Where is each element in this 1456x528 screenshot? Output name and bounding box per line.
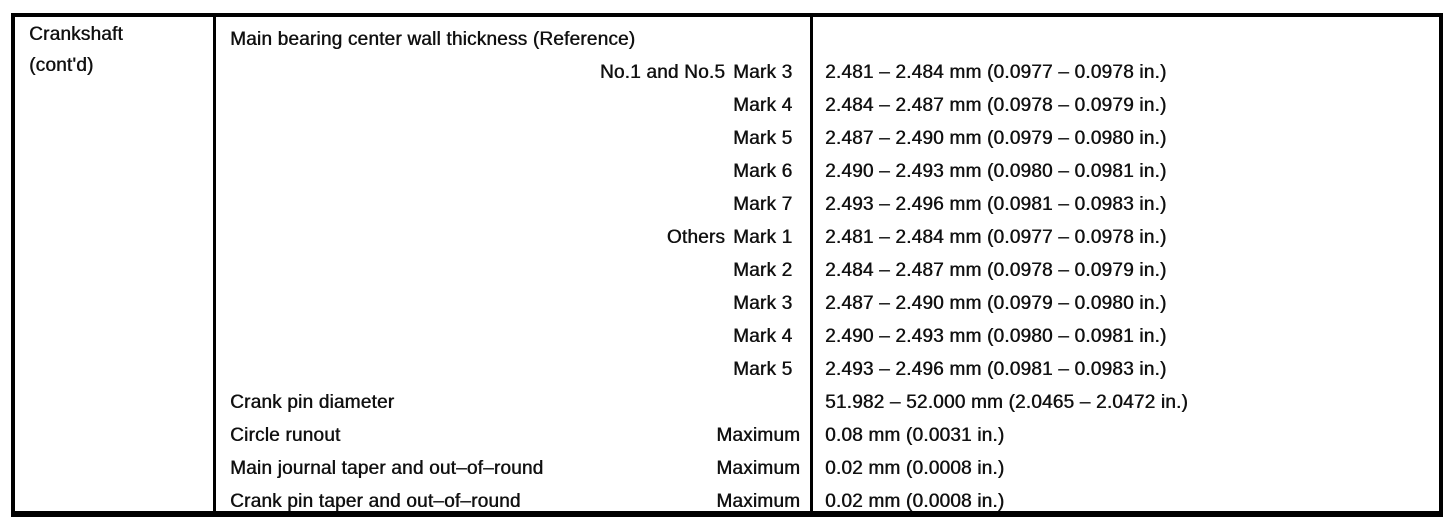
spec-value: 2.487 – 2.490 mm (0.0979 – 0.0980 in.) [825,293,1167,314]
spec-mark: Mark 4 [733,94,793,116]
spec-row [216,254,810,287]
spec-qualifier: Maximum [716,490,800,511]
spec-value: 0.08 mm (0.0031 in.) [825,425,1005,446]
spec-mark: Mark 7 [733,193,793,215]
spec-row [216,188,810,221]
spec-qualifier: Maximum [716,457,800,479]
spec-row [216,320,810,353]
spec-row [216,122,810,155]
spec-mark: Mark 2 [733,259,793,281]
spec-label: Crank pin diameter [230,391,395,413]
spec-qualifier: Maximum [716,424,800,446]
spec-label: Main journal taper and out–of–round [230,457,544,479]
spec-row [216,287,810,320]
spec-mark: Mark 5 [733,358,793,380]
spec-value: 2.487 – 2.490 mm (0.0979 – 0.0980 in.) [825,128,1167,149]
spec-value: 0.02 mm (0.0008 in.) [825,458,1005,479]
spec-value: 2.490 – 2.493 mm (0.0980 – 0.0981 in.) [825,161,1167,182]
spec-value: 2.481 – 2.484 mm (0.0977 – 0.0978 in.) [825,227,1167,248]
spec-value: 2.484 – 2.487 mm (0.0978 – 0.0979 in.) [825,95,1167,116]
spec-row [216,386,810,419]
spec-mark: Mark 4 [733,325,793,347]
spec-value [813,23,1439,56]
section-title-line1: Crankshaft [29,24,123,45]
section-title-line2: (cont'd) [29,55,94,76]
values-column [813,17,1439,511]
spec-mark: Mark 6 [733,160,793,182]
spec-row [216,221,810,254]
spec-row [216,419,810,452]
spec-value: 2.484 – 2.487 mm (0.0978 – 0.0979 in.) [825,260,1167,281]
spec-label: Circle runout [230,424,341,446]
items-column [216,17,813,511]
crankshaft-spec-table [11,13,1443,517]
spec-mark: Mark 3 [733,292,793,314]
spec-row [216,23,810,56]
spec-label: Main bearing center wall thickness (Reference) [230,28,636,50]
spec-group-prefix: Others [666,226,725,248]
spec-value: 2.493 – 2.496 mm (0.0981 – 0.0983 in.) [825,194,1167,215]
section-cell [15,17,216,511]
spec-value: 2.493 – 2.496 mm (0.0981 – 0.0983 in.) [825,359,1167,380]
spec-value: 2.481 – 2.484 mm (0.0977 – 0.0978 in.) [825,62,1167,83]
spec-mark: Mark 5 [733,127,793,149]
spec-mark: Mark 3 [733,61,793,83]
spec-mark: Mark 1 [733,226,793,248]
spec-label: Crank pin taper and out–of–round [230,490,521,511]
spec-value: 51.982 – 52.000 mm (2.0465 – 2.0472 in.) [825,392,1188,413]
spec-row [216,89,810,122]
spec-value: 0.02 mm (0.0008 in.) [825,491,1005,511]
spec-row [216,452,810,485]
spec-row [216,155,810,188]
spec-value: 2.490 – 2.493 mm (0.0980 – 0.0981 in.) [825,326,1167,347]
spec-row [216,353,810,386]
spec-row [216,485,810,511]
spec-row [216,56,810,89]
spec-group-prefix: No.1 and No.5 [599,61,725,83]
